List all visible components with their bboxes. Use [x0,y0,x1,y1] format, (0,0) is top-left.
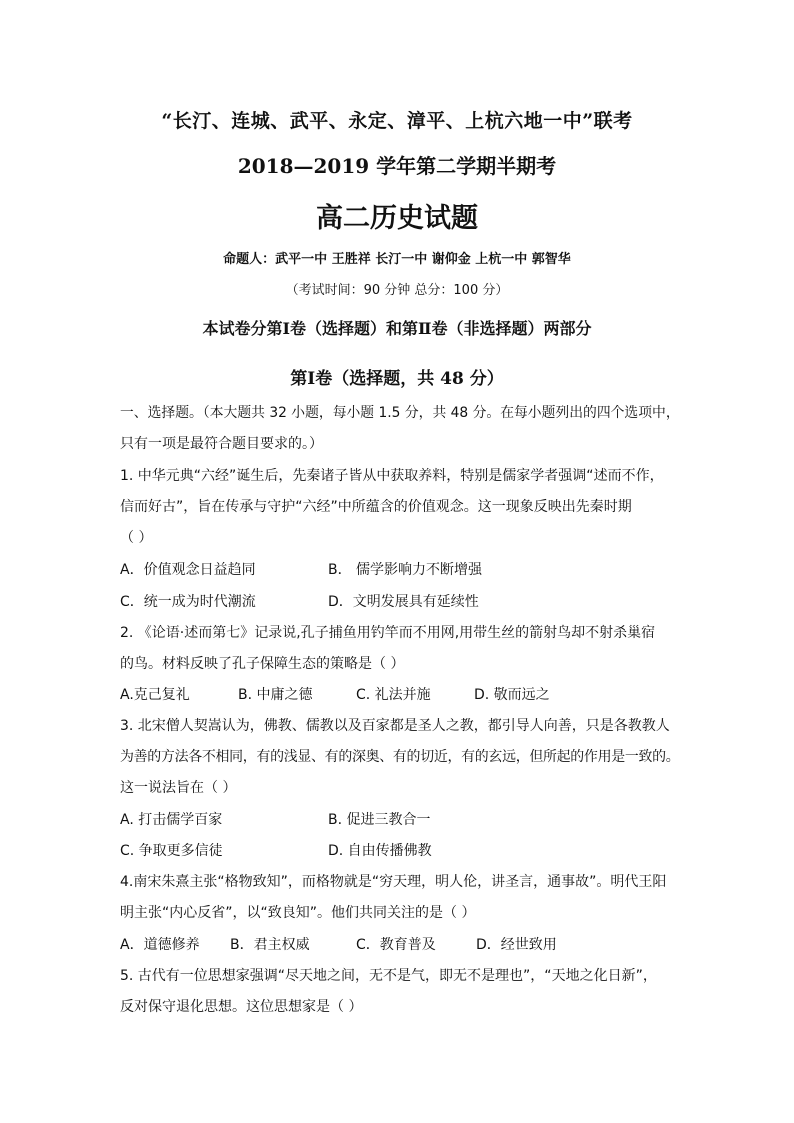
question-3-line-2: 为善的方法各不相同，有的浅显、有的深奥、有的切近，有的玄远，但所起的作用是一致的。 [120,749,680,765]
question-3-option-c: C. 争取更多信徒 [120,843,223,859]
question-2-option-a: A.克己复礼 [120,687,190,703]
question-1-option-d: D．文明发展具有延续性 [328,594,479,610]
question-4-line-1: 4.南宋朱熹主张“格物致知”，而格物就是“穷天理，明人伦，讲圣言，通事故”。明代王阳 [120,874,667,890]
question-2-option-b: B. 中庸之德 [238,687,313,703]
question-5-line-2: 反对保守退化思想。这位思想家是（ ） [120,999,363,1015]
question-1-option-a: A．价值观念日益趋同 [120,562,256,578]
question-2-option-d: D. 敬而远之 [474,687,550,703]
question-1-line-1: 1. 中华元典“六经”诞生后，先秦诸子皆从中获取养料，特别是儒家学者强调“述而不作， [120,468,664,484]
question-2-line-1: 2. 《论语·述而第七》记录说,孔子捕鱼用钓竿而不用网,用带生丝的箭射鸟却不射杀巢宿 [120,625,656,641]
question-3-line-1: 3. 北宋僧人契嵩认为，佛教、儒教以及百家都是圣人之教，都引导人向善，只是各教教人 [120,718,670,734]
section-title: 第Ⅰ卷（选择题，共 48 分） [290,369,504,389]
question-4-option-a: A．道德修养 [120,937,200,953]
question-3-option-d: D. 自由传播佛教 [328,843,432,859]
question-3-line-3: 这一说法旨在（ ） [120,780,237,796]
exam-intro: 本试卷分第Ⅰ卷（选择题）和第Ⅱ卷（非选择题）两部分 [202,319,592,338]
instructions-line-1: 一、选择题。（本大题共 32 小题，每小题 1.5 分，共 48 分。在每小题列出的四个选项中， [120,405,680,421]
exam-time-info: （考试时间：90 分钟 总分：100 分） [285,283,509,298]
question-1-option-b: B． 儒学影响力不断增强 [328,562,483,578]
instructions-line-2: 只有一项是最符合题目要求的。） [120,436,323,452]
question-2-line-2: 的鸟。材料反映了孔子保障生态的策略是（ ） [120,656,405,672]
exam-subject-title: 高二历史试题 [316,203,478,234]
question-3-option-a: A. 打击儒学百家 [120,812,223,828]
question-1-line-2: 信而好古”，旨在传承与守护“六经”中所蕴含的价值观念。这一现象反映出先秦时期 [120,499,632,515]
exam-authors: 命题人：武平一中 王胜祥 长汀一中 谢仰金 上杭一中 郭智华 [223,252,571,267]
exam-joint-title: “长汀、连城、武平、永定、漳平、上杭六地一中”联考 [161,110,633,132]
question-4-line-2: 明主张“内心反省”，以“致良知”。他们共同关注的是（ ） [120,905,476,921]
question-4-option-c: C．教育普及 [356,937,436,953]
question-4-option-b: B．君主权威 [230,937,310,953]
exam-term-title: 2018—2019 学年第二学期半期考 [237,154,557,178]
question-4-option-d: D．经世致用 [476,937,557,953]
question-1-option-c: C．统一成为时代潮流 [120,594,256,610]
question-1-line-3: （ ） [120,530,153,546]
question-5-line-1: 5. 古代有一位思想家强调“尽天地之间，无不是气，即无不是理也”，“天地之化日新”， [120,968,657,984]
question-3-option-b: B. 促进三教合一 [328,812,431,828]
question-2-option-c: C. 礼法并施 [356,687,431,703]
